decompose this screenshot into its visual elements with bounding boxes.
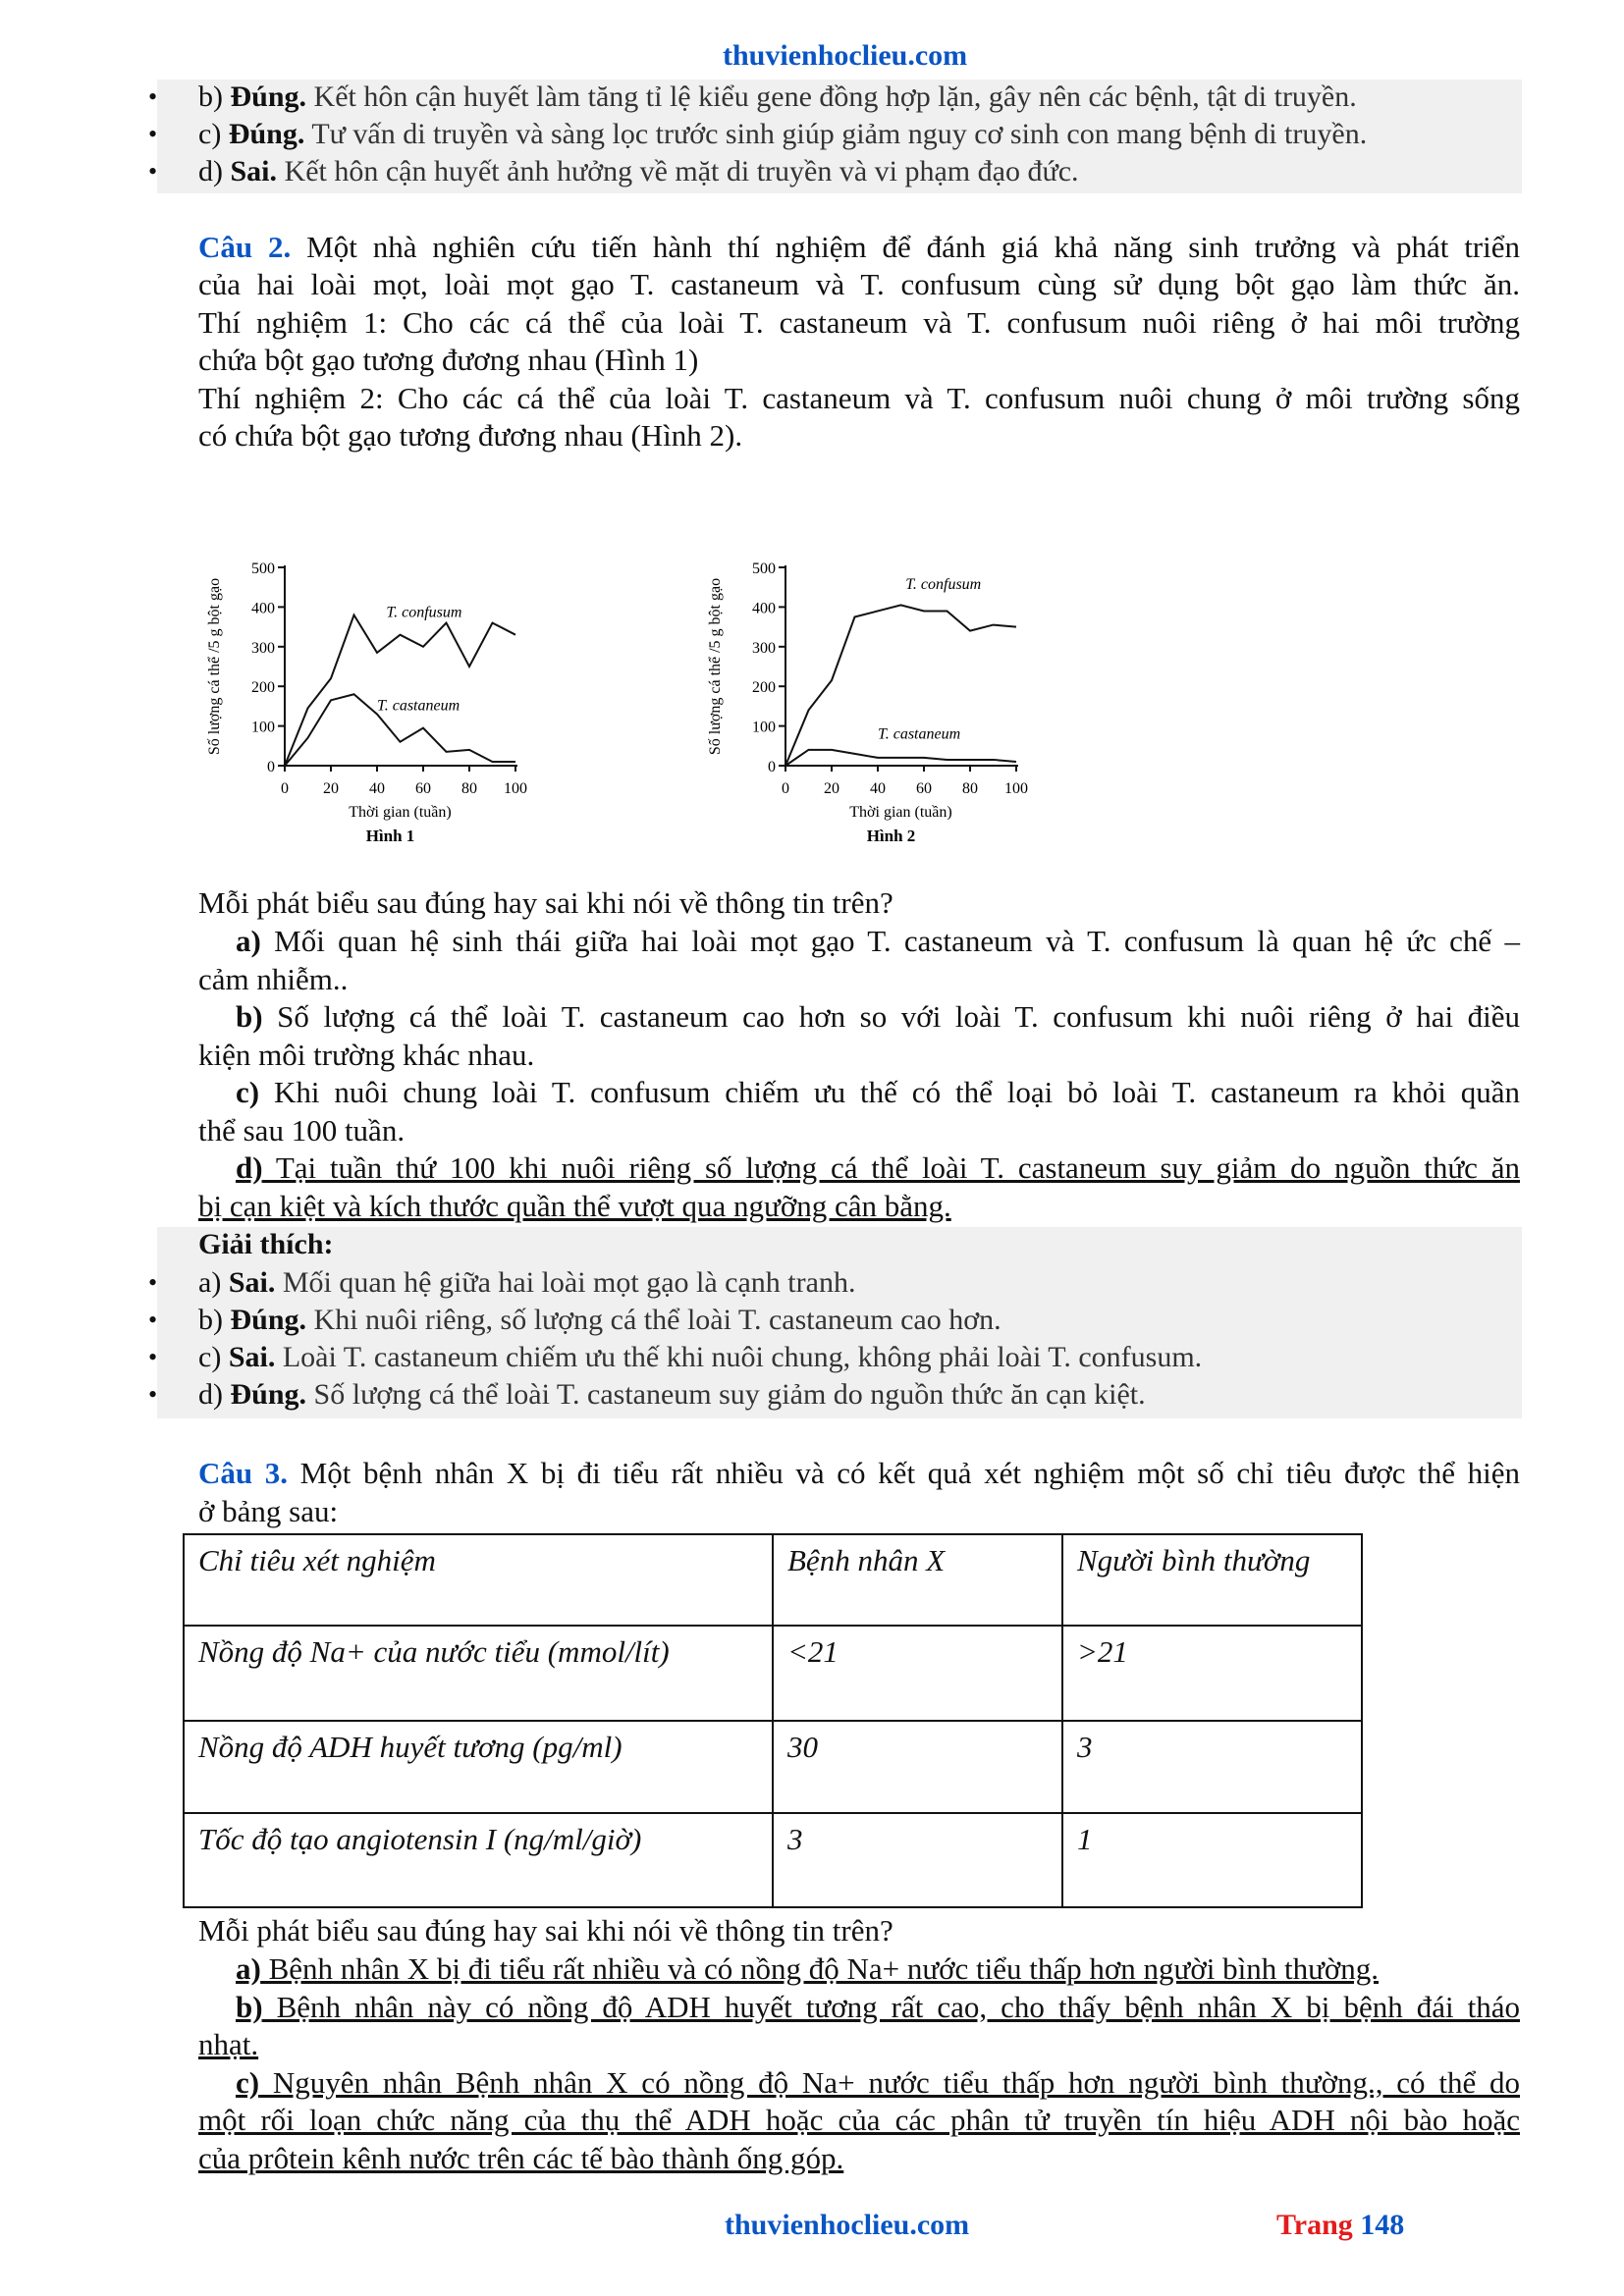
expl-item: • d) Đúng. Số lượng cá thể loài T. castaneum suy giảm do nguồn thức ăn cạn kiệt. (148, 1378, 1146, 1411)
page-number: Trang 148 (1276, 2209, 1405, 2241)
x-tick-label: 40 (870, 780, 886, 797)
q3-statement-c-cont: một rối loạn chức năng của thụ thể ADH hoặc của các phân tử truyền tín hiệu ADH nội bào hoặc (198, 2103, 1520, 2137)
q2-statement-b-cont: kiện môi trường khác nhau. (198, 1038, 535, 1072)
y-axis-label: Số lượng cá thể /5 g bột gạo (707, 577, 724, 756)
x-tick-label: 20 (323, 780, 339, 797)
y-tick-label: 100 (251, 719, 275, 736)
table-row (184, 1813, 1362, 1907)
series-label: T. confusum (386, 604, 462, 621)
table-cell: >21 (1062, 1626, 1362, 1721)
q2-intro-line: của hai loài mọt, loài mọt gạo T. castaneum và T. confusum cùng sử dụng bột gạo làm thức ăn. (198, 267, 1520, 301)
y-tick-label: 0 (267, 759, 275, 775)
chart-hinh-1 (191, 456, 663, 845)
header-site: thuvienhoclieu.com (723, 39, 968, 72)
q3-intro-line: ở bảng sau: (198, 1494, 339, 1528)
x-tick-label: 20 (824, 780, 839, 797)
table-cell: 1 (1062, 1813, 1362, 1907)
table-cell: Tốc độ tạo angiotensin I (ng/ml/giờ) (184, 1813, 773, 1907)
x-tick-label: 80 (962, 780, 978, 797)
table-row (184, 1626, 1362, 1721)
table-cell: 3 (1062, 1721, 1362, 1813)
series-line (785, 750, 1016, 766)
q2-statement-c-cont: thể sau 100 tuần. (198, 1113, 406, 1148)
expl-item: • b) Đúng. Khi nuôi riêng, số lượng cá thể loài T. castaneum cao hơn. (148, 1304, 1001, 1336)
q3-statement-c: c) Nguyên nhân Bệnh nhân X có nồng độ Na+ nước tiểu thấp hơn người bình thường., có thể do (236, 2065, 1520, 2100)
x-tick-label: 60 (916, 780, 932, 797)
y-tick-label: 100 (752, 719, 776, 736)
table-row (184, 1721, 1362, 1813)
q2-intro-line: Thí nghiệm 2: Cho các cá thể của loài T. castaneum và T. confusum nuôi chung ở môi trường sống (198, 381, 1520, 415)
q2-statement-d-cont: bị cạn kiệt và kích thước quần thể vượt qua ngưỡng cân bằng. (198, 1189, 951, 1223)
q2-intro-line: chứa bột gạo tương đương nhau (Hình 1) (198, 343, 699, 377)
top-expl-list (0, 79, 1367, 190)
expl-item: • d) Sai. Kết hôn cận huyết ảnh hưởng về mặt di truyền và vi phạm đạo đức. (148, 155, 1079, 187)
y-tick-label: 200 (251, 679, 275, 697)
q2-prompt: Mỗi phát biểu sau đúng hay sai khi nói về thông tin trên? (198, 885, 893, 920)
q2-statement-a-cont: cảm nhiễm.. (198, 962, 349, 996)
table-cell: <21 (773, 1626, 1062, 1721)
q2-statement-c: c) Khi nuôi chung loài T. confusum chiếm ưu thế có thể loại bỏ loài T. castaneum ra khỏi quần (236, 1075, 1520, 1109)
y-tick-label: 400 (251, 600, 275, 617)
table-header-cell: Bệnh nhân X (773, 1534, 1062, 1626)
table-cell: Nồng độ ADH huyết tương (pg/ml) (184, 1721, 773, 1813)
table-header-cell: Người bình thường (1062, 1534, 1362, 1626)
table-cell: 30 (773, 1721, 1062, 1813)
q3-table (183, 1533, 1363, 1908)
y-tick-label: 0 (768, 759, 776, 775)
q2-expl-title: Giải thích: (198, 1228, 334, 1260)
y-tick-label: 400 (752, 600, 776, 617)
q2-statement-d: d) Tại tuần thứ 100 khi nuôi riêng số lượng cá thể loài T. castaneum suy giảm do nguồn thức ăn (236, 1150, 1520, 1185)
expl-item: • b) Đúng. Kết hôn cận huyết làm tăng tỉ lệ kiểu gene đồng hợp lặn, gây nên các bệnh, tật di truyền. (148, 80, 1357, 113)
expl-item: • c) Đúng. Tư vấn di truyền và sàng lọc trước sinh giúp giảm nguy cơ sinh con mang bệnh di truyền. (148, 118, 1368, 150)
footer-site: thuvienhoclieu.com (725, 2209, 970, 2241)
x-tick-label: 0 (281, 780, 289, 797)
q3-prompt: Mỗi phát biểu sau đúng hay sai khi nói về thông tin trên? (198, 1913, 893, 1948)
series-label: T. castaneum (377, 697, 460, 715)
table-cell: 3 (773, 1813, 1062, 1907)
q3-statement-c-cont: của prôtein kênh nước trên các tế bào thành ống góp. (198, 2141, 844, 2175)
y-tick-label: 200 (752, 679, 776, 697)
q3-statement-b-cont: nhạt. (198, 2027, 259, 2061)
expl-item: • c) Sai. Loài T. castaneum chiếm ưu thế khi nuôi chung, không phải loài T. confusum. (148, 1341, 1203, 1373)
q2-statement-b: b) Số lượng cá thể loài T. castaneum cao hơn so với loài T. confusum khi nuôi riêng ở hai điều (236, 999, 1520, 1034)
q3-statement-b: b) Bệnh nhân này có nồng độ ADH huyết tương rất cao, cho thấy bệnh nhân X bị bệnh đái tháo (236, 1990, 1520, 2024)
q3-statement-a: a) Bệnh nhân X bị đi tiểu rất nhiều và có nồng độ Na+ nước tiểu thấp hơn người bình thường. (236, 1951, 1380, 1986)
x-tick-label: 60 (415, 780, 431, 797)
series-line (285, 614, 515, 766)
chart-caption: Hình 1 (365, 827, 415, 845)
x-tick-label: 0 (782, 780, 789, 797)
y-tick-label: 500 (752, 561, 776, 577)
y-axis-label: Số lượng cá thể /5 g bột gạo (206, 577, 223, 756)
y-tick-label: 500 (251, 561, 275, 577)
chart-caption: Hình 2 (866, 827, 916, 845)
q2-intro-line: có chứa bột gạo tương đương nhau (Hình 2). (198, 418, 743, 453)
table-header-cell: Chỉ tiêu xét nghiệm (184, 1534, 773, 1626)
x-tick-label: 100 (1004, 780, 1028, 797)
table-header-row (184, 1534, 1362, 1626)
y-tick-label: 300 (251, 639, 275, 657)
x-axis-label: Thời gian (tuần) (349, 804, 452, 821)
chart-hinh-2 (692, 456, 1164, 845)
q3-intro-line: Câu 3. Một bệnh nhân X bị đi tiểu rất nhiều và có kết quả xét nghiệm một số chỉ tiêu được thể hiện (198, 1456, 1520, 1490)
x-axis-label: Thời gian (tuần) (849, 804, 952, 821)
q2-statement-a: a) Mối quan hệ sinh thái giữa hai loài mọt gạo T. castaneum và T. confusum là quan hệ ức chế – (236, 924, 1520, 958)
x-tick-label: 80 (461, 780, 477, 797)
expl-item: • a) Sai. Mối quan hệ giữa hai loài mọt gạo là cạnh tranh. (148, 1266, 856, 1299)
series-label: T. castaneum (878, 725, 961, 743)
x-tick-label: 100 (504, 780, 527, 797)
x-tick-label: 40 (369, 780, 385, 797)
q2-intro-line: Thí nghiệm 1: Cho các cá thể của loài T. castaneum và T. confusum nuôi riêng ở hai môi trường (198, 305, 1520, 340)
series-label: T. confusum (905, 576, 982, 594)
y-tick-label: 300 (752, 639, 776, 657)
table-cell: Nồng độ Na+ của nước tiểu (mmol/lít) (184, 1626, 773, 1721)
q2-expl-list (0, 1264, 1202, 1414)
q2-intro-line: Câu 2. Một nhà nghiên cứu tiến hành thí nghiệm để đánh giá khả năng sinh trưởng và phát triển (198, 230, 1520, 264)
